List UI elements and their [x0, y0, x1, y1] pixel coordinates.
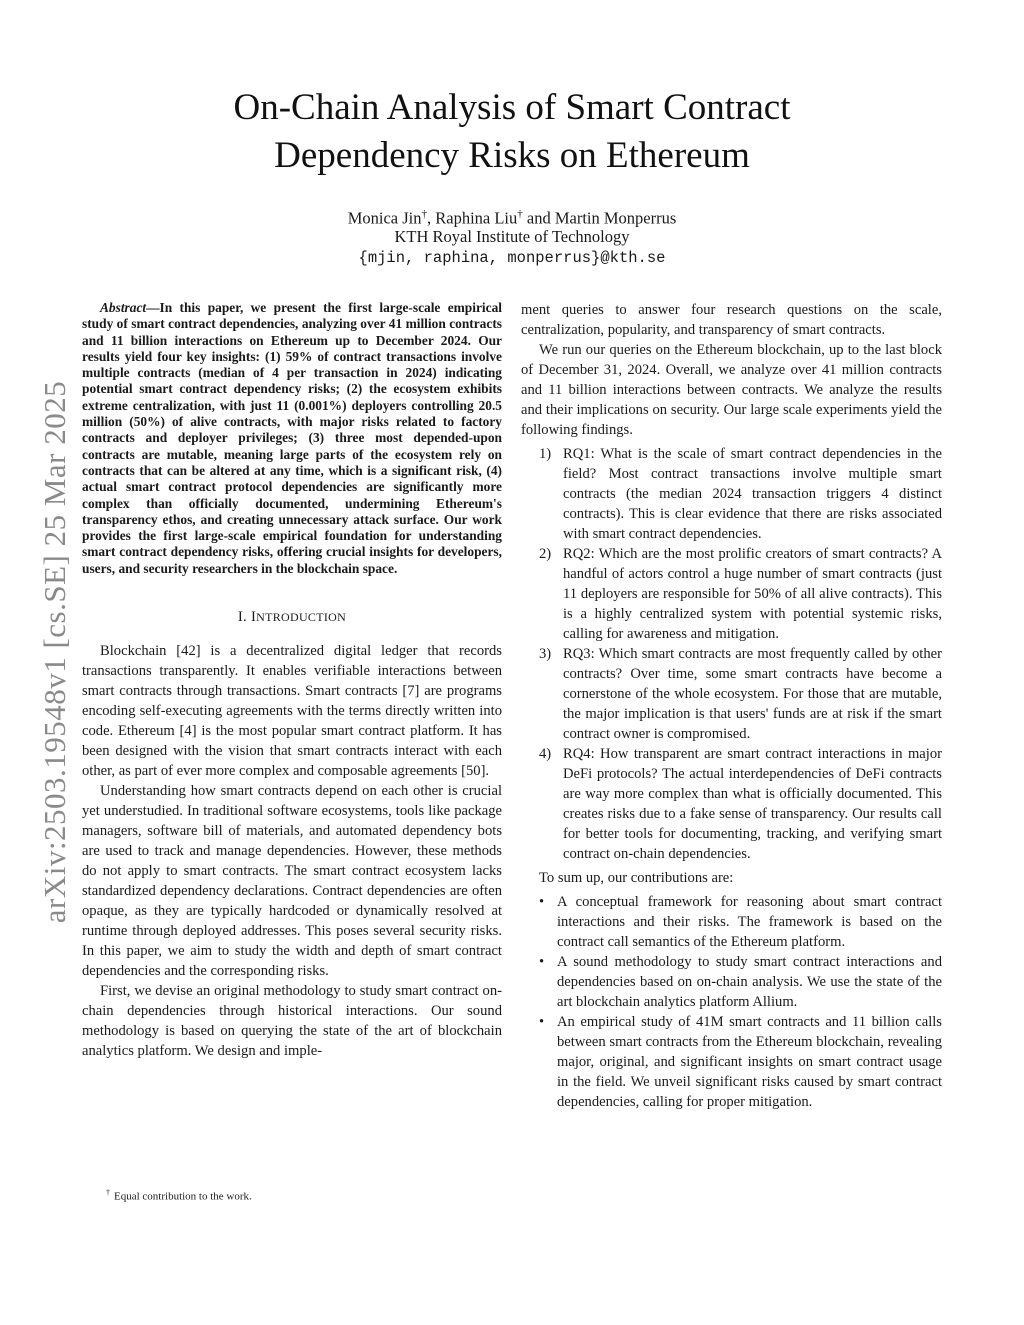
footnote [106, 1186, 252, 1204]
contribution-item [521, 892, 942, 952]
abstract [82, 300, 502, 577]
body-paragraph: To sum up, our contributions are: [539, 870, 734, 886]
author-name: Martin Monperrus [554, 208, 677, 228]
paper-title [100, 84, 924, 180]
footnote-mark: † [106, 1188, 110, 1197]
contribution-list [521, 892, 942, 1112]
bullet-icon: • [539, 1014, 545, 1030]
section-number: I. [237, 609, 247, 626]
bullet-icon: • [539, 954, 545, 970]
item-number: 3) [539, 646, 552, 662]
equal-contribution-mark: † [517, 208, 523, 220]
body-paragraph-continued: ment queries to answer four research questions on the scale, centralization, popularity, and transparency of smart contracts. [521, 302, 942, 338]
item-text: RQ3: Which smart contracts are most frequently called by other contracts? Over time, some smart contracts have become a cornerstone of the whole ecosystem. For those that are mutable, the major implication is that users' funds are at risk if the smart contract owner is compromised. [563, 646, 942, 742]
equal-contribution-mark: † [421, 208, 427, 220]
research-question-item [521, 644, 942, 744]
right-column [521, 300, 942, 1112]
author-emails: {mjin, raphina, monperrus}@kth.se [358, 249, 666, 267]
item-text: A sound methodology to study smart contract interactions and dependencies based on on-chain analysis. We use the state of the art blockchain analytics platform Allium. [557, 954, 942, 1010]
bullet-icon: • [539, 894, 545, 910]
research-question-item [521, 444, 942, 544]
body-paragraph: Blockchain [42] is a decentralized digital ledger that records transactions transparently. It enables verifiable interactions between smart contracts through transactions. Smart contracts [7] are programs encoding self-executing agreements with the terms directly written into code. Ethereum [4] is the most popular smart contract platform. It has been designed with the vision that smart contracts interact with each other, as part of ever more complex and composable agreements [50]. [82, 643, 502, 780]
item-text: RQ2: Which are the most prolific creators of smart contracts? A handful of actors control a huge number of smart contracts (just 11 deployers are responsible for 50% of all alive contracts). This is a highly centralized system with potential systemic risks, calling for awareness and mitigation. [563, 546, 942, 642]
body-paragraph: Understanding how smart contracts depend on each other is crucial yet understudied. In traditional software ecosystems, tools like package managers, software bill of materials, and automated dependency bots are used to track and manage dependencies. However, these methods do not apply to smart contracts. The smart contract ecosystem lacks standardized dependency declarations. Contract dependencies are often opaque, as they are typically hardcoded or dynamically resolved at runtime through deployed addresses. This poses several security risks. In this paper, we aim to study the width and depth of smart contract dependencies and the corresponding risks. [82, 783, 502, 980]
left-column [82, 300, 502, 1061]
item-number: 1) [539, 446, 552, 462]
research-question-list [521, 444, 942, 864]
section-title-initial: I [250, 609, 257, 626]
title-line-1: On-Chain Analysis of Smart Contract [233, 87, 791, 128]
abstract-dash: — [146, 300, 160, 315]
author-separator: and [522, 208, 555, 228]
contribution-item [521, 1012, 942, 1112]
author-name: Raphina Liu [435, 208, 518, 228]
item-text: RQ4: How transparent are smart contract interactions in major DeFi protocols? The actual interdependencies of DeFi contracts are way more complex than what is officially documented. This creates risks due to a fake sense of transparency. Our results call for better tools for documenting, tracking, and verifying smart contract on-chain dependencies. [563, 746, 942, 862]
item-text: A conceptual framework for reasoning about smart contract interactions and their risks. The framework is based on the contract call semantics of the Ethereum platform. [557, 894, 942, 950]
arxiv-identifier: arXiv:2503.19548v1 [cs.SE] 25 Mar 2025 [37, 380, 72, 924]
item-number: 4) [539, 746, 552, 762]
abstract-label: Abstract [100, 300, 147, 315]
author-separator: , [426, 208, 436, 228]
contribution-item [521, 952, 942, 1012]
body-paragraph: We run our queries on the Ethereum blockchain, up to the last block of December 31, 2024. Overall, we analyze over 41 million contracts and 11 billion interactions between contracts. We analyze the results and their implications on security. Our large scale experiments yield the following findings. [521, 342, 942, 438]
body-paragraph: First, we devise an original methodology to study smart contract on-chain dependencies through historical interactions. Our sound methodology is based on querying the state of the art of blockchain analytics platform. We design and imple- [82, 983, 502, 1060]
research-question-item [521, 744, 942, 864]
item-text: RQ1: What is the scale of smart contract dependencies in the field? Most contract transactions involve multiple smart contracts (the median 2024 transaction triggers 4 distinct contracts). This is clear evidence that there are risks associated with smart contract dependencies. [563, 446, 942, 542]
title-line-2: Dependency Risks on Ethereum [274, 135, 750, 176]
footnote-text: Equal contribution to the work. [114, 1190, 252, 1203]
affiliation: KTH Royal Institute of Technology [394, 227, 630, 246]
author-name: Monica Jin [347, 208, 422, 228]
item-number: 2) [539, 546, 552, 562]
abstract-text: In this paper, we present the first large-scale empirical study of smart contract dependencies, analyzing over 41 million contracts and 11 billion interactions on Ethereum up to December 2024. Our results yield four key insights: (1) 59% of contract transactions involve multiple contracts (median of 4 per transaction in 2024) indicating potential smart contract dependency risks; (2) the ecosystem exhibits extreme centralization, with just 11 (0.001%) deployers controlling 20.5 million (50%) of alive contracts, with major risks related to factory contracts and deployer privileges; (3) three most depended-upon contracts are mutable, meaning large parts of the ecosystem rely on contracts that can be altered at any time, which is a significant risk, (4) actual smart contract protocol dependencies are significantly more complex than officially documented, undermining Ethereum's transparency ethos, and creating unnecessary attack surface. Our work provides the first large-scale empirical foundation for understanding smart contract dependency risks, offering crucial insights for developers, users, and security researchers in the blockchain space. [82, 300, 502, 576]
section-heading-introduction [82, 607, 502, 627]
research-question-item [521, 544, 942, 644]
section-title-rest: NTRODUCTION [256, 610, 347, 625]
item-text: An empirical study of 41M smart contracts and 11 billion calls between smart contracts from the Ethereum blockchain, revealing major, original, and significant insights on smart contract usage in the field. We unveil significant risks caused by smart contract dependencies, calling for proper mitigation. [557, 1014, 942, 1110]
